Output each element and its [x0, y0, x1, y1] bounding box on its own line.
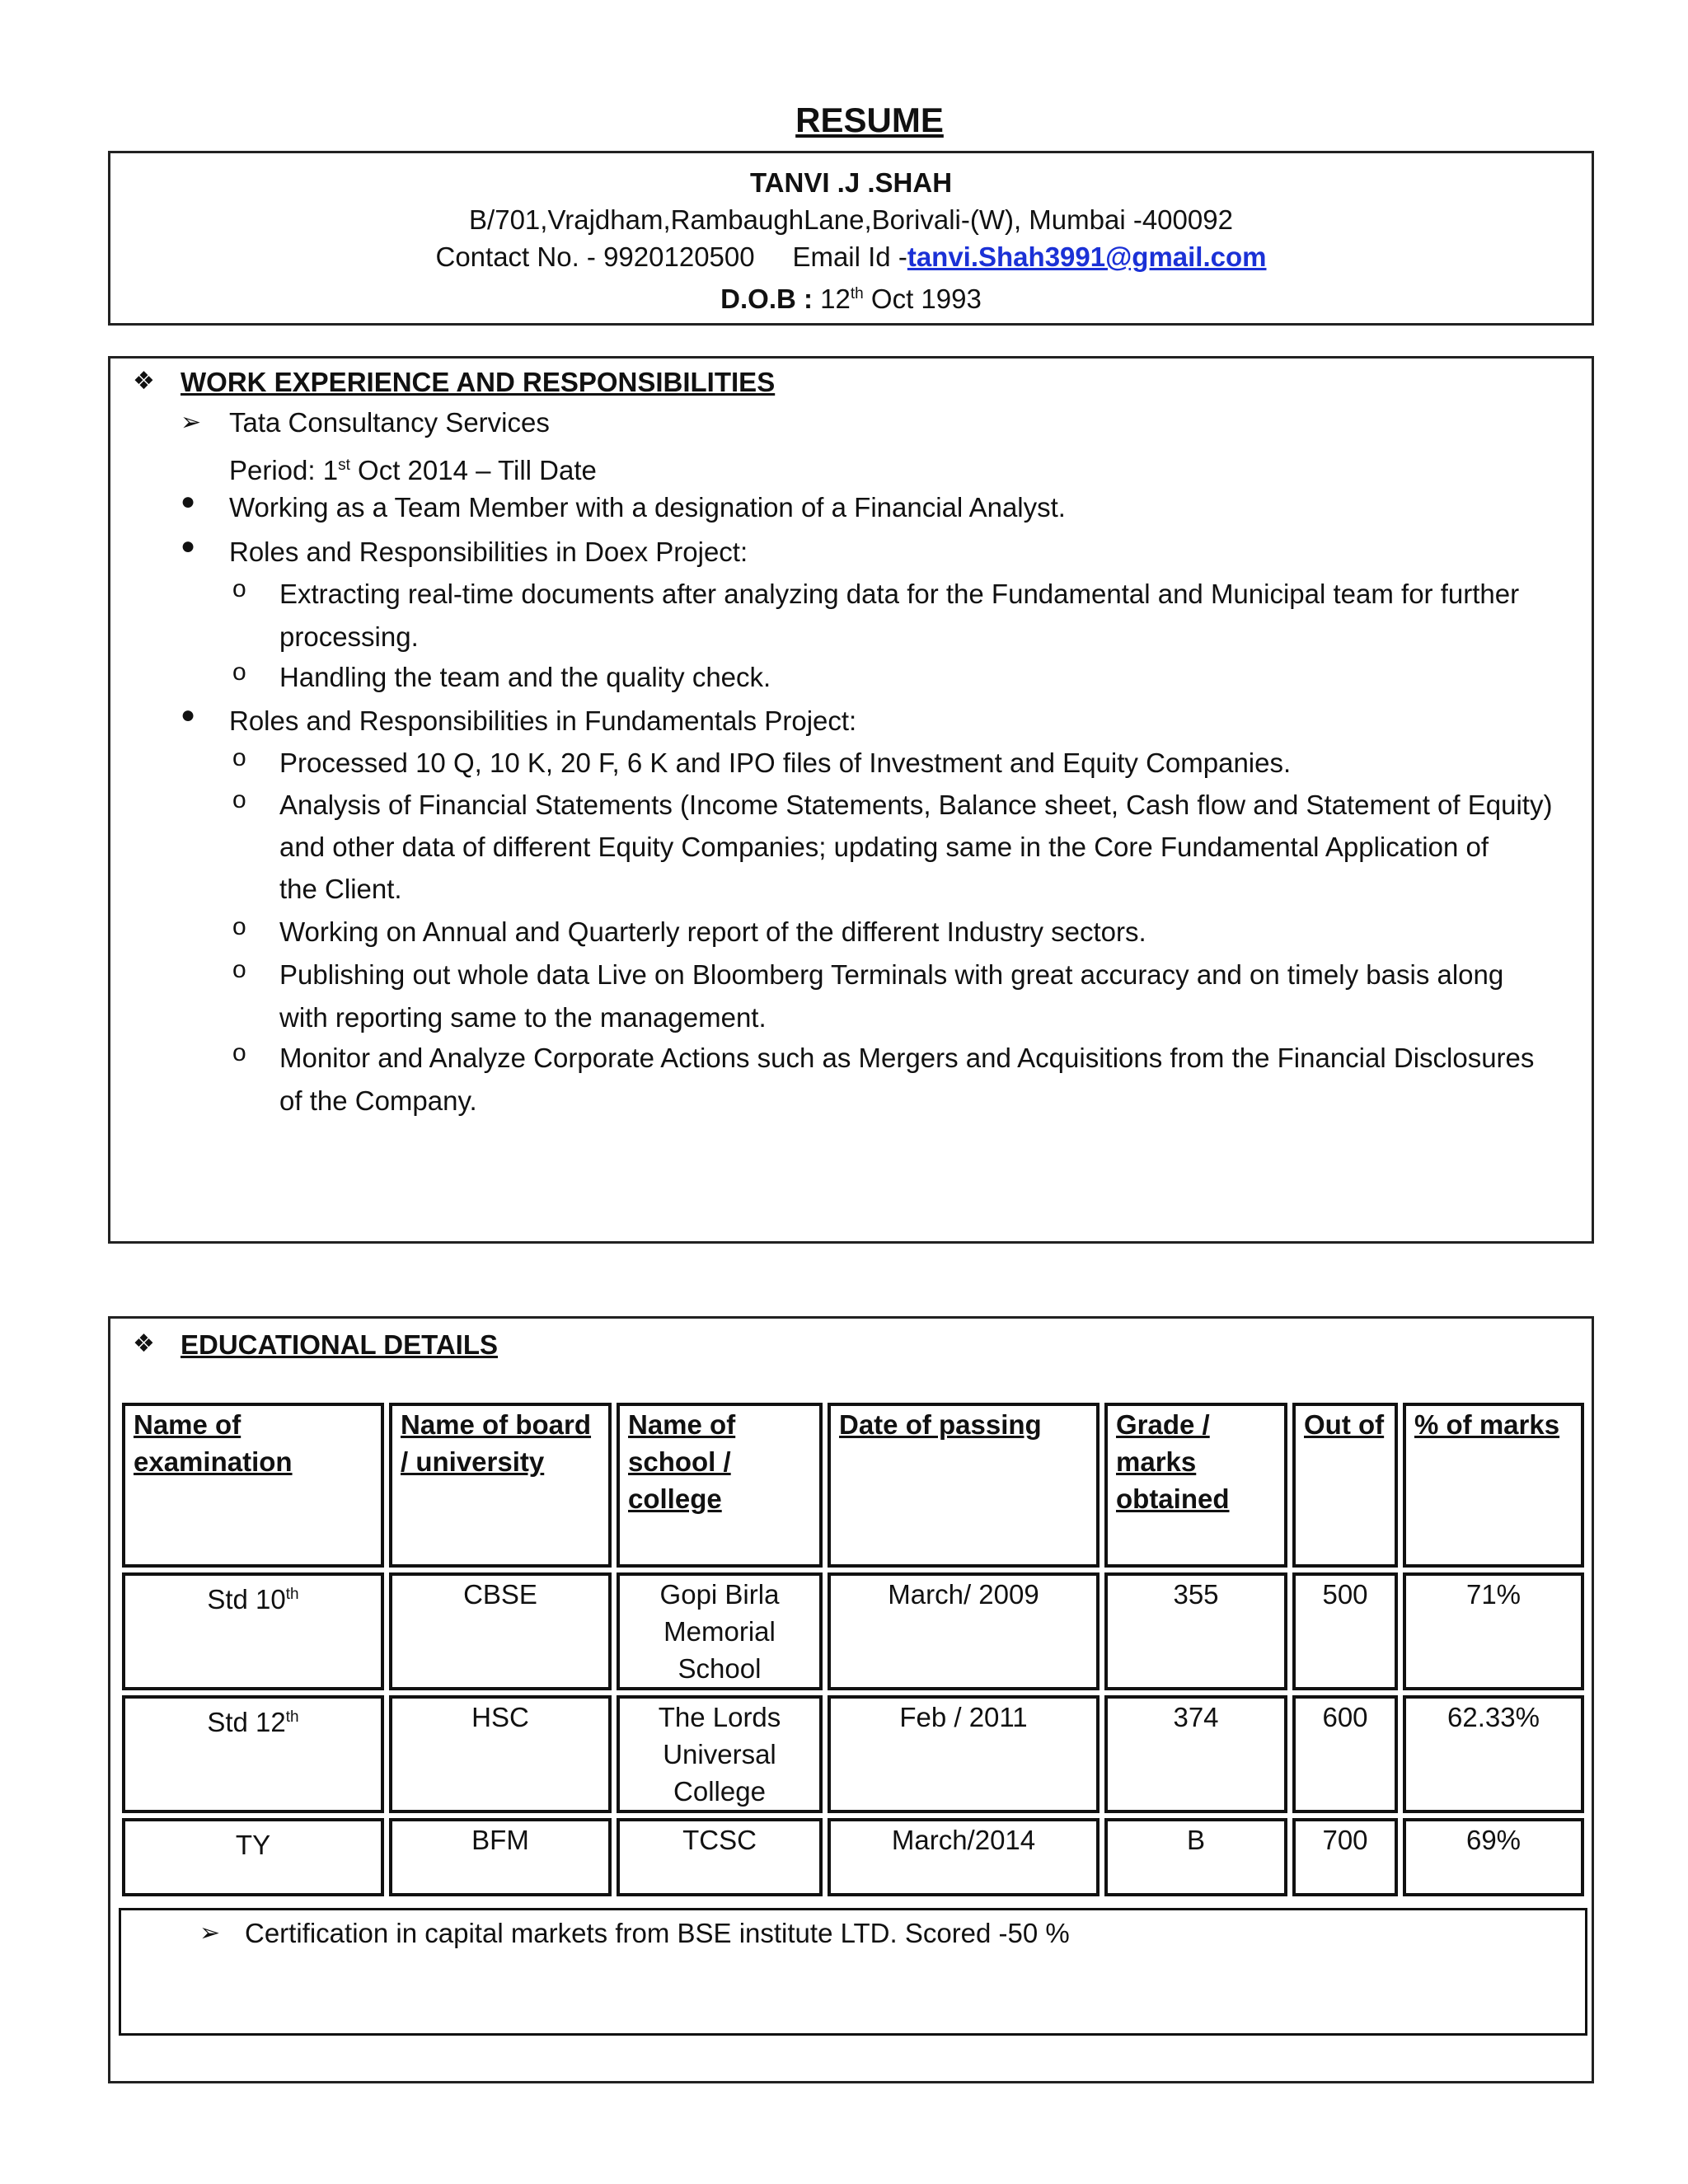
education-section — [108, 1316, 1594, 2083]
board-cell: HSC — [389, 1695, 612, 1813]
list-item: Roles and Responsibilities in Doex Project: — [229, 537, 748, 567]
grade-cell: B — [1104, 1818, 1287, 1896]
email-link[interactable]: tanvi.Shah3991@gmail.com — [907, 241, 1267, 272]
date-cell: March/ 2009 — [828, 1572, 1100, 1690]
circle-bullet-icon: o — [232, 913, 246, 940]
table-header-row — [122, 1403, 1584, 1568]
education-table — [117, 1398, 1589, 1901]
bullet-icon: ● — [181, 488, 196, 515]
exam-cell — [122, 1818, 384, 1896]
arrow-bullet-icon: ➢ — [181, 409, 202, 436]
column-header: Name of board / university — [389, 1403, 612, 1568]
period-rest: Oct 2014 – Till Date — [358, 455, 597, 485]
exam-cell — [122, 1695, 384, 1813]
work-experience-section — [108, 356, 1594, 1244]
exam-name: TY — [235, 1830, 271, 1860]
list-item: Roles and Responsibilities in Fundamentals Project: — [229, 705, 857, 736]
circle-bullet-icon: o — [232, 658, 246, 686]
diamond-bullet-icon: ❖ — [133, 1330, 155, 1357]
list-item: Handling the team and the quality check. — [279, 662, 771, 692]
work-heading — [133, 367, 776, 398]
exam-name: Std 12 — [207, 1707, 286, 1737]
circle-bullet-icon: o — [232, 575, 246, 602]
list-item: of the Company. — [279, 1085, 477, 1116]
list-item: and other data of different Equity Companies; updating same in the Core Fundamental Application of — [279, 832, 1489, 862]
list-item: Working as a Team Member with a designation of a Financial Analyst. — [229, 492, 1066, 523]
period-suffix: st — [338, 457, 350, 474]
out-of-cell: 500 — [1292, 1572, 1398, 1690]
column-header: Grade / marks obtained — [1104, 1403, 1287, 1568]
grade-cell: 355 — [1104, 1572, 1287, 1690]
date-cell: Feb / 2011 — [828, 1695, 1100, 1813]
bullet-icon: ● — [181, 532, 196, 560]
column-header: Date of passing — [828, 1403, 1100, 1568]
column-header: Name of examination — [122, 1403, 384, 1568]
dob-rest: Oct 1993 — [870, 284, 982, 314]
dob-day: 12 — [820, 284, 851, 314]
education-heading-label: EDUCATIONAL DETAILS — [181, 1329, 498, 1360]
exam-name: Std 10 — [207, 1584, 286, 1615]
column-header: Out of — [1292, 1403, 1398, 1568]
certification-box — [119, 1908, 1587, 2036]
list-item: with reporting same to the management. — [279, 1002, 767, 1033]
list-item: Analysis of Financial Statements (Income Statements, Balance sheet, Cash flow and Statement of Equity) — [279, 790, 1553, 820]
arrow-bullet-icon: ➢ — [199, 1919, 221, 1947]
education-heading — [133, 1329, 498, 1361]
email-label: Email Id - — [792, 241, 907, 272]
column-header: % of marks — [1403, 1403, 1584, 1568]
percent-cell: 62.33% — [1403, 1695, 1584, 1813]
exam-cell — [122, 1572, 384, 1690]
diamond-bullet-icon: ❖ — [133, 368, 155, 395]
column-header: Name of school / college — [617, 1403, 823, 1568]
dob-label: D.O.B : — [720, 284, 813, 314]
circle-bullet-icon: o — [232, 786, 246, 813]
school-cell: Gopi Birla Memorial School — [617, 1572, 823, 1690]
circle-bullet-icon: o — [232, 1039, 246, 1066]
list-item: Working on Annual and Quarterly report of the different Industry sectors. — [279, 916, 1146, 947]
school-cell: The Lords Universal College — [617, 1695, 823, 1813]
circle-bullet-icon: o — [232, 744, 246, 771]
circle-bullet-icon: o — [232, 956, 246, 983]
list-item: Processed 10 Q, 10 K, 20 F, 6 K and IPO files of Investment and Equity Companies. — [279, 748, 1292, 778]
out-of-cell: 600 — [1292, 1695, 1398, 1813]
list-item: Monitor and Analyze Corporate Actions such as Mergers and Acquisitions from the Financial Disclosures — [279, 1043, 1535, 1073]
board-cell: BFM — [389, 1818, 612, 1896]
company-name: Tata Consultancy Services — [229, 407, 550, 438]
period-label: Period: 1 — [229, 455, 339, 485]
bullet-icon: ● — [181, 701, 196, 729]
list-item: the Client. — [279, 874, 402, 904]
grade-cell: 374 — [1104, 1695, 1287, 1813]
table-row — [122, 1572, 1584, 1690]
work-heading-label: WORK EXPERIENCE AND RESPONSIBILITIES — [181, 367, 776, 397]
certification-text: Certification in capital markets from BSE institute LTD. Scored -50 % — [245, 1918, 1070, 1948]
contact-header — [108, 151, 1594, 326]
address: B/701,Vrajdham,RambaughLane,Borivali-(W), Mumbai -400092 — [469, 204, 1233, 235]
table-row — [122, 1818, 1584, 1896]
dob-suffix: th — [850, 285, 864, 302]
list-item: Publishing out whole data Live on Bloomberg Terminals with great accuracy and on timely basis along — [279, 959, 1504, 990]
board-cell: CBSE — [389, 1572, 612, 1690]
list-item: processing. — [279, 621, 419, 652]
work-period — [229, 444, 597, 492]
percent-cell: 69% — [1403, 1818, 1584, 1896]
candidate-name: TANVI .J .SHAH — [749, 167, 953, 198]
exam-suffix: th — [285, 1708, 299, 1726]
percent-cell: 71% — [1403, 1572, 1584, 1690]
exam-suffix: th — [285, 1586, 299, 1603]
out-of-cell: 700 — [1292, 1818, 1398, 1896]
date-cell: March/2014 — [828, 1818, 1100, 1896]
contact-number: Contact No. - 9920120500 — [435, 241, 755, 272]
page-title: RESUME — [795, 101, 944, 139]
table-row — [122, 1695, 1584, 1813]
school-cell: TCSC — [617, 1818, 823, 1896]
list-item: Extracting real-time documents after analyzing data for the Fundamental and Municipal team for further — [279, 579, 1520, 609]
contact-line — [110, 238, 1592, 275]
dob-line — [110, 275, 1592, 317]
